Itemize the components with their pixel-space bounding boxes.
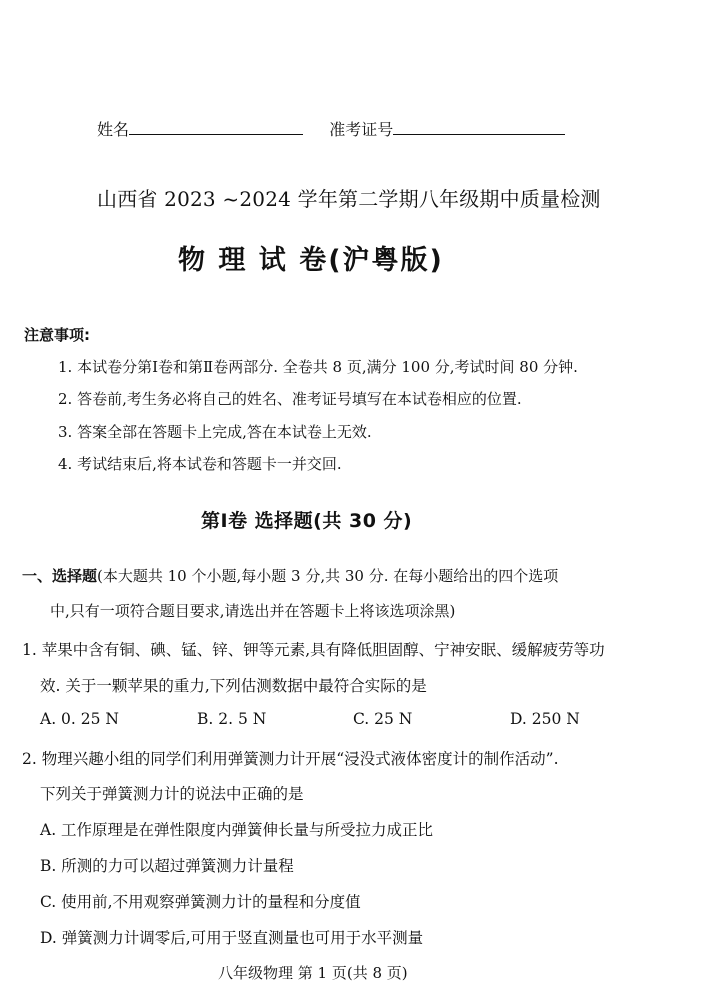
section-title: 第Ⅰ卷 选择题(共 30 分)	[201, 510, 413, 532]
question-2-option-d: D. 弹簧测力计调零后,可用于竖直测量也可用于水平测量	[40, 929, 424, 947]
part-one-instructions	[22, 565, 558, 586]
notes-item-4: 4. 考试结束后,将本试卷和答题卡一并交回.	[58, 455, 342, 473]
name-label: 姓名	[97, 120, 130, 139]
page-footer: 八年级物理 第 1 页(共 8 页)	[218, 964, 408, 982]
question-1-option-c: C. 25 N	[353, 710, 413, 728]
question-2-option-c: C. 使用前,不用观察弹簧测力计的量程和分度值	[40, 893, 361, 911]
question-1-option-d: D. 250 N	[510, 710, 580, 728]
question-2-option-a: A. 工作原理是在弹性限度内弹簧伸长量与所受拉力成正比	[40, 821, 434, 839]
exam-title: 山西省 2023 ~2024 学年第二学期八年级期中质量检测	[97, 187, 601, 211]
question-2-stem-line1: 2. 物理兴趣小组的同学们利用弹簧测力计开展“浸没式液体密度计的制作活动”.	[22, 750, 559, 768]
question-2-stem-line2: 下列关于弹簧测力计的说法中正确的是	[40, 785, 304, 803]
question-1-option-b: B. 2. 5 N	[197, 710, 267, 728]
notes-heading: 注意事项:	[24, 326, 90, 344]
question-2-option-b: B. 所测的力可以超过弹簧测力计量程	[40, 857, 294, 875]
exam-id-label: 准考证号	[329, 120, 394, 139]
notes-item-2: 2. 答卷前,考生务必将自己的姓名、准考证号填写在本试卷相应的位置.	[58, 390, 522, 408]
question-1-stem-line2: 效. 关于一颗苹果的重力,下列估测数据中最符合实际的是	[40, 677, 427, 695]
question-1-option-a: A. 0. 25 N	[40, 710, 119, 728]
question-1-stem-line1: 1. 苹果中含有铜、碘、锰、锌、钾等元素,具有降低胆固醇、宁神安眠、缓解疲劳等功	[22, 641, 605, 659]
name-blank	[129, 120, 303, 135]
notes-item-1: 1. 本试卷分第Ⅰ卷和第Ⅱ卷两部分. 全卷共 8 页,满分 100 分,考试时间 80 分钟.	[58, 358, 578, 376]
subject-title: 物 理 试 卷(沪粤版)	[178, 245, 444, 276]
part-one-instructions-line1: (本大题共 10 个小题,每小题 3 分,共 30 分. 在每小题给出的四个选项	[97, 567, 559, 585]
name-field-row	[97, 117, 565, 140]
part-one-instructions-line2: 中,只有一项符合题目要求,请选出并在答题卡上将该选项涂黑)	[50, 602, 456, 620]
notes-item-3: 3. 答案全部在答题卡上完成,答在本试卷上无效.	[58, 423, 372, 441]
exam-id-blank	[393, 120, 565, 135]
part-one-label: 一、选择题	[22, 567, 98, 585]
